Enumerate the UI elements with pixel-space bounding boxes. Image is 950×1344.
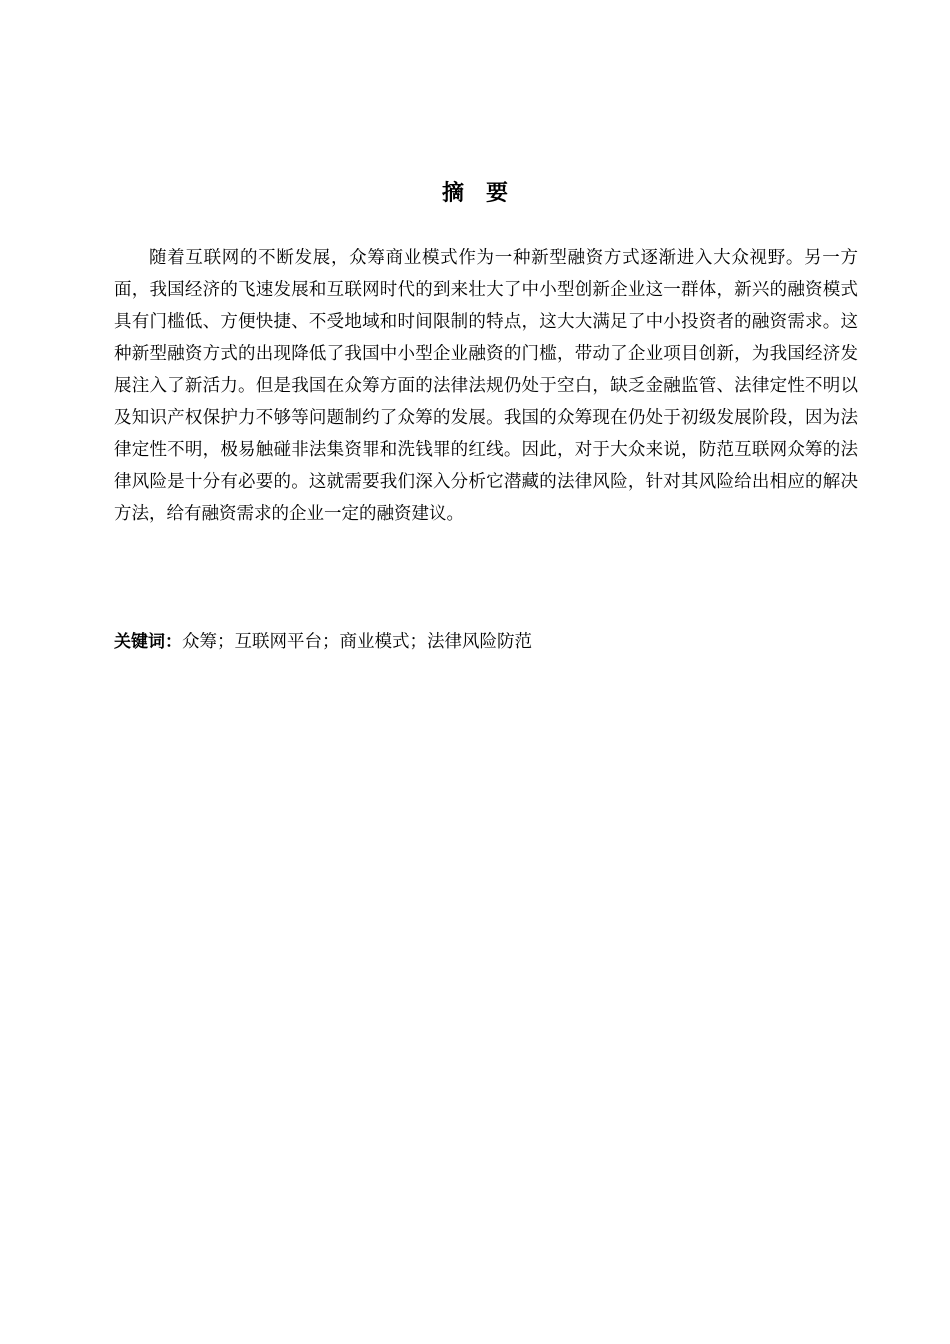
abstract-title-char-2: 要 [486,181,509,206]
keywords-label: 关键词： [114,632,182,652]
keywords-list: 众筹；互联网平台；商业模式；法律风险防范 [182,632,532,652]
abstract-title-char-1: 摘 [441,181,464,206]
keywords-line [114,626,858,658]
abstract-title [0,178,950,210]
abstract-body: 随着互联网的不断发展，众筹商业模式作为一种新型融资方式逐渐进入大众视野。另一方面，我国经济的飞速发展和互联网时代的到来壮大了中小型创新企业这一群体，新兴的融资模式具有门槛低、方便快捷、不受地域和时间限制的特点，这大大满足了中小投资者的融资需求。这种新型融资方式的出现降低了我国中小型企业融资的门槛，带动了企业项目创新，为我国经济发展注入了新活力。但是我国在众筹方面的法律法规仍处于空白，缺乏金融监管、法律定性不明以及知识产权保护力不够等问题制约了众筹的发展。我国的众筹现在仍处于初级发展阶段，因为法律定性不明，极易触碰非法集资罪和洗钱罪的红线。因此，对于大众来说，防范互联网众筹的法律风险是十分有必要的。这就需要我们深入分析它潜藏的法律风险，针对其风险给出相应的解决方法，给有融资需求的企业一定的融资建议。 [114,248,858,524]
